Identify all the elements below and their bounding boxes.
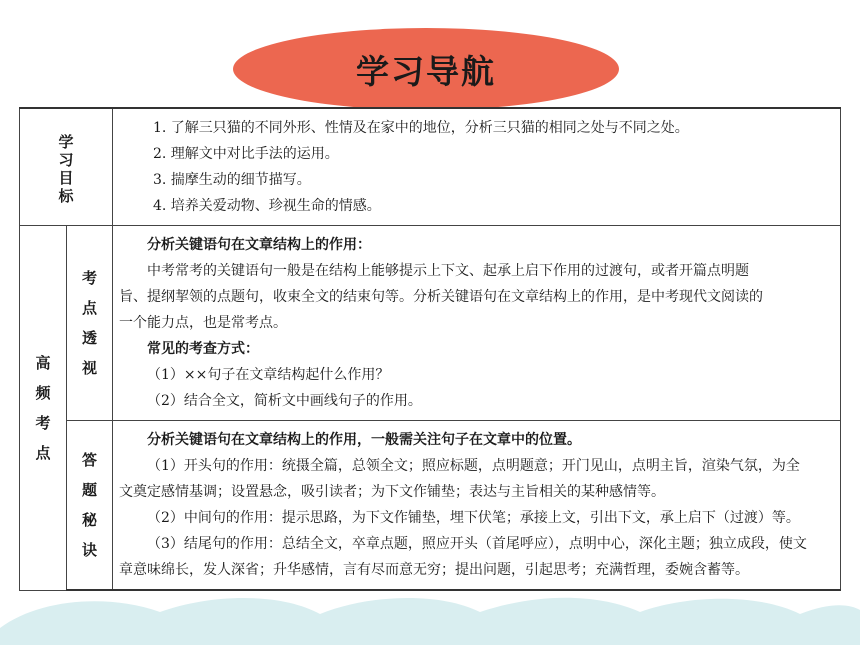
goals-label-char: 标 xyxy=(58,186,74,205)
goals-label-char: 学 xyxy=(58,132,74,151)
tips-label-char: 答 xyxy=(81,451,97,469)
page-title: 学习导航 xyxy=(356,51,496,91)
tips-line: （2）中间句的作用：提示思路，为下文作铺垫，埋下伏笔；承接上文，引出下文，承上启下（过渡）等。 xyxy=(147,510,800,526)
frequent-label-cell xyxy=(20,226,67,591)
bottom-cloud-decoration xyxy=(0,590,860,645)
analysis-label-char: 透 xyxy=(81,329,97,347)
frequent-label-char: 频 xyxy=(35,383,51,402)
goals-label xyxy=(58,133,73,205)
method-item: （1）××句子在文章结构起什么作用？ xyxy=(147,367,390,383)
tips-label-char: 秘 xyxy=(81,511,97,529)
analysis-label-char: 视 xyxy=(81,359,97,377)
goal-item: 4. 培养关爱动物、珍视生命的情感。 xyxy=(153,198,381,214)
tips-label-char: 题 xyxy=(81,481,97,499)
analysis-label-cell xyxy=(67,226,113,421)
frequent-label-char: 点 xyxy=(35,443,51,462)
tips-heading: 分析关键语句在文章结构上的作用，一般需关注句子在文章中的位置。 xyxy=(147,432,581,448)
goals-row xyxy=(20,108,841,226)
goals-label-char: 习 xyxy=(58,150,74,169)
goals-label-char: 目 xyxy=(58,168,74,187)
goals-label-cell xyxy=(20,108,113,226)
tips-label xyxy=(82,445,97,565)
tips-label-char: 诀 xyxy=(81,541,97,559)
tips-line: 文奠定感情基调；设置悬念，吸引读者；为下文作铺垫；表达与主旨相关的某种感情等。 xyxy=(119,484,665,500)
frequent-label-char: 考 xyxy=(35,413,51,432)
tips-content xyxy=(113,421,841,591)
tips-row xyxy=(20,421,841,591)
study-guide-table xyxy=(19,107,841,591)
goal-item: 3. 揣摩生动的细节描写。 xyxy=(153,172,311,188)
analysis-row xyxy=(20,226,841,421)
frequent-label xyxy=(35,348,50,468)
analysis-paragraph-line: 旨、提纲挈领的点题句，收束全文的结束句等。分析关键语句在文章结构上的作用，是中考现代文阅读的 xyxy=(119,289,763,305)
analysis-label-char: 点 xyxy=(81,299,97,317)
frequent-label-char: 高 xyxy=(35,353,51,372)
analysis-paragraph-line: 中考常考的关键语句一般是在结构上能够提示上下文、起承上启下作用的过渡句，或者开篇点明题 xyxy=(147,263,749,279)
method-item: （2）结合全文，简析文中画线句子的作用。 xyxy=(147,393,422,409)
analysis-label xyxy=(82,263,97,383)
analysis-content xyxy=(113,226,841,421)
analysis-label-char: 考 xyxy=(81,269,97,287)
tips-line: （3）结尾句的作用：总结全文，卒章点题，照应开头（首尾呼应），点明中心，深化主题；独立成段，使文 xyxy=(147,536,807,552)
goal-item: 2. 理解文中对比手法的运用。 xyxy=(153,146,339,162)
analysis-paragraph-line: 一个能力点，也是常考点。 xyxy=(119,315,287,331)
goal-item: 1. 了解三只猫的不同外形、性情及在家中的地位，分析三只猫的相同之处与不同之处。 xyxy=(153,120,689,136)
title-banner xyxy=(233,28,619,110)
goals-content xyxy=(113,108,841,226)
methods-heading: 常见的考查方式： xyxy=(147,341,259,357)
analysis-heading: 分析关键语句在文章结构上的作用： xyxy=(147,237,371,253)
tips-label-cell xyxy=(67,421,113,591)
tips-line: （1）开头句的作用：统摄全篇，总领全文；照应标题，点明题意；开门见山，点明主旨，渲染气氛，为全 xyxy=(147,458,800,474)
tips-line: 章意味绵长，发人深省；升华感情，言有尽而意无穷；提出问题，引起思考；充满哲理，委婉含蓄等。 xyxy=(119,562,749,578)
